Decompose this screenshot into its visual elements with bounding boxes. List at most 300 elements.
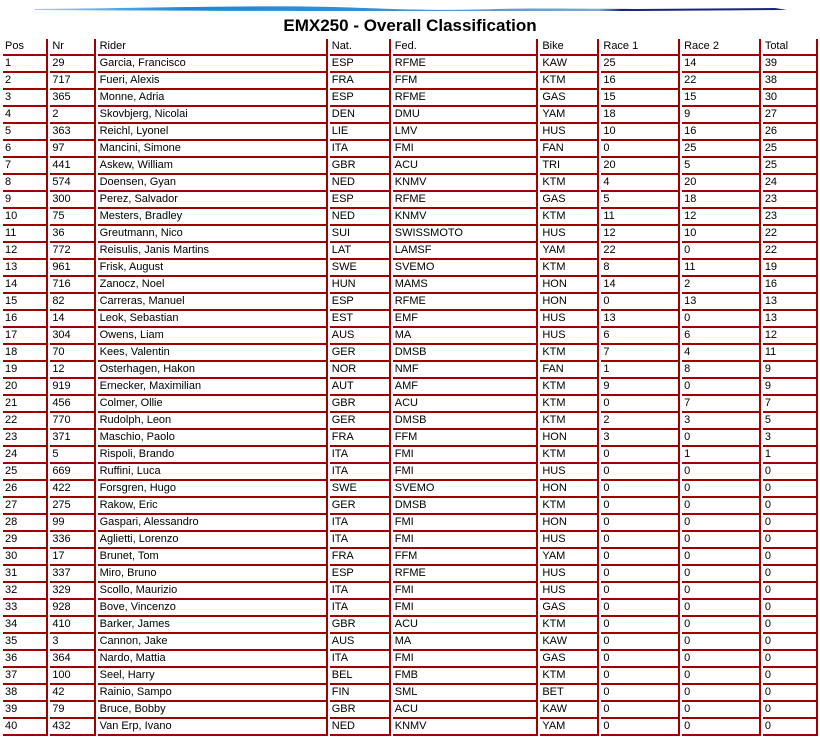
classification-table	[1, 39, 820, 736]
cell-pos: 27	[3, 498, 48, 515]
cell-pos: 29	[3, 532, 48, 549]
cell-fed: FMI	[393, 515, 539, 532]
cell-bike: HUS	[540, 583, 599, 600]
cell-rider: Zanocz, Noel	[98, 277, 328, 294]
cell-nat: ESP	[330, 566, 391, 583]
cell-race2: 12	[682, 209, 761, 226]
cell-race2: 0	[682, 311, 761, 328]
cell-pos: 34	[3, 617, 48, 634]
cell-nat: LAT	[330, 243, 391, 260]
cell-bike: HUS	[540, 328, 599, 345]
cell-total: 39	[763, 56, 818, 73]
cell-nr: 79	[50, 702, 95, 719]
cell-nr: 99	[50, 515, 95, 532]
cell-nat: DEN	[330, 107, 391, 124]
cell-nr: 772	[50, 243, 95, 260]
table-row	[3, 56, 818, 73]
cell-race2: 0	[682, 651, 761, 668]
cell-nr: 422	[50, 481, 95, 498]
cell-rider: Reichl, Lyonel	[98, 124, 328, 141]
cell-pos: 11	[3, 226, 48, 243]
cell-race2: 6	[682, 328, 761, 345]
cell-rider: Monne, Adria	[98, 90, 328, 107]
cell-rider: Brunet, Tom	[98, 549, 328, 566]
cell-pos: 25	[3, 464, 48, 481]
table-row	[3, 532, 818, 549]
cell-total: 9	[763, 362, 818, 379]
cell-race1: 5	[601, 192, 680, 209]
table-row	[3, 209, 818, 226]
cell-total: 1	[763, 447, 818, 464]
cell-pos: 22	[3, 413, 48, 430]
cell-race1: 0	[601, 617, 680, 634]
cell-total: 0	[763, 498, 818, 515]
cell-total: 12	[763, 328, 818, 345]
cell-race1: 0	[601, 515, 680, 532]
cell-race2: 0	[682, 379, 761, 396]
cell-rider: Van Erp, Ivano	[98, 719, 328, 736]
cell-rider: Rainio, Sampo	[98, 685, 328, 702]
cell-fed: FMI	[393, 447, 539, 464]
cell-nr: 363	[50, 124, 95, 141]
cell-race1: 0	[601, 702, 680, 719]
cell-fed: FMI	[393, 141, 539, 158]
cell-bike: BET	[540, 685, 599, 702]
table-row	[3, 192, 818, 209]
cell-total: 25	[763, 141, 818, 158]
cell-race1: 4	[601, 175, 680, 192]
cell-rider: Rispoli, Brando	[98, 447, 328, 464]
cell-nat: FRA	[330, 430, 391, 447]
cell-total: 0	[763, 549, 818, 566]
table-row	[3, 430, 818, 447]
cell-fed: FFM	[393, 549, 539, 566]
cell-total: 24	[763, 175, 818, 192]
table-row	[3, 260, 818, 277]
cell-rider: Doensen, Gyan	[98, 175, 328, 192]
cell-nat: LIE	[330, 124, 391, 141]
cell-pos: 1	[3, 56, 48, 73]
cell-race2: 0	[682, 532, 761, 549]
cell-pos: 13	[3, 260, 48, 277]
cell-total: 16	[763, 277, 818, 294]
cell-bike: KTM	[540, 396, 599, 413]
cell-pos: 38	[3, 685, 48, 702]
cell-rider: Reisulis, Janis Martins	[98, 243, 328, 260]
table-row	[3, 668, 818, 685]
cell-fed: ACU	[393, 702, 539, 719]
cell-nr: 365	[50, 90, 95, 107]
cell-pos: 36	[3, 651, 48, 668]
cell-bike: KTM	[540, 175, 599, 192]
cell-nr: 70	[50, 345, 95, 362]
table-row	[3, 685, 818, 702]
cell-total: 0	[763, 634, 818, 651]
cell-rider: Cannon, Jake	[98, 634, 328, 651]
cell-race2: 0	[682, 702, 761, 719]
cell-total: 19	[763, 260, 818, 277]
cell-rider: Nardo, Mattia	[98, 651, 328, 668]
cell-nr: 669	[50, 464, 95, 481]
cell-fed: DMU	[393, 107, 539, 124]
table-row	[3, 515, 818, 532]
cell-nr: 432	[50, 719, 95, 736]
cell-fed: KNMV	[393, 175, 539, 192]
cell-race2: 22	[682, 73, 761, 90]
cell-race2: 0	[682, 617, 761, 634]
cell-nat: NOR	[330, 362, 391, 379]
cell-rider: Kees, Valentin	[98, 345, 328, 362]
cell-race1: 0	[601, 141, 680, 158]
cell-bike: HUS	[540, 464, 599, 481]
cell-total: 0	[763, 719, 818, 736]
cell-total: 13	[763, 294, 818, 311]
cell-rider: Rudolph, Leon	[98, 413, 328, 430]
cell-race2: 13	[682, 294, 761, 311]
table-row	[3, 413, 818, 430]
table-row	[3, 124, 818, 141]
cell-nat: GER	[330, 345, 391, 362]
cell-nat: ITA	[330, 600, 391, 617]
cell-nr: 770	[50, 413, 95, 430]
cell-rider: Carreras, Manuel	[98, 294, 328, 311]
cell-race1: 0	[601, 719, 680, 736]
cell-total: 0	[763, 532, 818, 549]
cell-race1: 0	[601, 651, 680, 668]
cell-nat: NED	[330, 209, 391, 226]
cell-bike: KTM	[540, 260, 599, 277]
cell-bike: KTM	[540, 447, 599, 464]
cell-race1: 1	[601, 362, 680, 379]
cell-race1: 0	[601, 294, 680, 311]
cell-rider: Mesters, Bradley	[98, 209, 328, 226]
cell-race2: 9	[682, 107, 761, 124]
page-title: EMX250 - Overall Classification	[283, 16, 537, 35]
table-row	[3, 566, 818, 583]
cell-race1: 16	[601, 73, 680, 90]
cell-nat: ITA	[330, 515, 391, 532]
cell-bike: HON	[540, 515, 599, 532]
cell-nat: ESP	[330, 90, 391, 107]
table-row	[3, 294, 818, 311]
table-row	[3, 651, 818, 668]
cell-rider: Perez, Salvador	[98, 192, 328, 209]
cell-rider: Owens, Liam	[98, 328, 328, 345]
table-row	[3, 311, 818, 328]
cell-race1: 0	[601, 447, 680, 464]
cell-fed: MA	[393, 634, 539, 651]
cell-race2: 14	[682, 56, 761, 73]
cell-total: 0	[763, 583, 818, 600]
cell-fed: ACU	[393, 617, 539, 634]
cell-nr: 14	[50, 311, 95, 328]
table-row	[3, 634, 818, 651]
table-row	[3, 617, 818, 634]
cell-nat: NED	[330, 175, 391, 192]
cell-fed: KNMV	[393, 209, 539, 226]
cell-rider: Aglietti, Lorenzo	[98, 532, 328, 549]
cell-rider: Maschio, Paolo	[98, 430, 328, 447]
table-row	[3, 583, 818, 600]
cell-nr: 12	[50, 362, 95, 379]
cell-race1: 12	[601, 226, 680, 243]
cell-race2: 16	[682, 124, 761, 141]
cell-total: 22	[763, 243, 818, 260]
cell-race2: 0	[682, 668, 761, 685]
cell-nat: ITA	[330, 651, 391, 668]
cell-bike: KTM	[540, 668, 599, 685]
cell-nat: GBR	[330, 617, 391, 634]
cell-race1: 20	[601, 158, 680, 175]
cell-nr: 97	[50, 141, 95, 158]
cell-race2: 18	[682, 192, 761, 209]
cell-total: 23	[763, 209, 818, 226]
cell-race2: 7	[682, 396, 761, 413]
cell-pos: 23	[3, 430, 48, 447]
cell-total: 0	[763, 481, 818, 498]
cell-total: 0	[763, 464, 818, 481]
cell-rider: Rakow, Eric	[98, 498, 328, 515]
cell-bike: FAN	[540, 141, 599, 158]
cell-nat: ITA	[330, 464, 391, 481]
cell-nat: ESP	[330, 294, 391, 311]
cell-total: 26	[763, 124, 818, 141]
cell-bike: GAS	[540, 192, 599, 209]
table-row	[3, 141, 818, 158]
cell-pos: 6	[3, 141, 48, 158]
cell-pos: 39	[3, 702, 48, 719]
cell-nat: NED	[330, 719, 391, 736]
cell-nat: GER	[330, 413, 391, 430]
cell-pos: 12	[3, 243, 48, 260]
cell-total: 0	[763, 566, 818, 583]
cell-rider: Leok, Sebastian	[98, 311, 328, 328]
cell-bike: TRI	[540, 158, 599, 175]
column-header-pos: Pos	[3, 39, 48, 56]
cell-bike: HON	[540, 481, 599, 498]
cell-nr: 371	[50, 430, 95, 447]
cell-total: 27	[763, 107, 818, 124]
cell-nat: GBR	[330, 396, 391, 413]
cell-nr: 2	[50, 107, 95, 124]
cell-fed: RFME	[393, 90, 539, 107]
cell-total: 7	[763, 396, 818, 413]
table-row	[3, 226, 818, 243]
cell-rider: Gaspari, Alessandro	[98, 515, 328, 532]
cell-nr: 42	[50, 685, 95, 702]
table-row	[3, 158, 818, 175]
cell-pos: 40	[3, 719, 48, 736]
cell-race1: 11	[601, 209, 680, 226]
cell-fed: DMSB	[393, 345, 539, 362]
cell-total: 38	[763, 73, 818, 90]
cell-nat: HUN	[330, 277, 391, 294]
cell-rider: Seel, Harry	[98, 668, 328, 685]
cell-bike: KAW	[540, 56, 599, 73]
cell-race2: 0	[682, 515, 761, 532]
cell-nr: 17	[50, 549, 95, 566]
table-row	[3, 549, 818, 566]
cell-rider: Garcia, Francisco	[98, 56, 328, 73]
cell-nat: AUS	[330, 328, 391, 345]
cell-fed: ACU	[393, 396, 539, 413]
cell-pos: 21	[3, 396, 48, 413]
cell-fed: MAMS	[393, 277, 539, 294]
cell-total: 3	[763, 430, 818, 447]
cell-nr: 574	[50, 175, 95, 192]
cell-race1: 0	[601, 481, 680, 498]
cell-race2: 15	[682, 90, 761, 107]
cell-bike: KTM	[540, 379, 599, 396]
cell-race1: 2	[601, 413, 680, 430]
cell-pos: 2	[3, 73, 48, 90]
cell-bike: YAM	[540, 243, 599, 260]
cell-fed: EMF	[393, 311, 539, 328]
cell-pos: 18	[3, 345, 48, 362]
cell-nat: EST	[330, 311, 391, 328]
cell-nr: 3	[50, 634, 95, 651]
cell-bike: KTM	[540, 345, 599, 362]
table-row	[3, 396, 818, 413]
cell-total: 11	[763, 345, 818, 362]
cell-race2: 10	[682, 226, 761, 243]
cell-total: 30	[763, 90, 818, 107]
cell-total: 0	[763, 515, 818, 532]
cell-race1: 3	[601, 430, 680, 447]
cell-bike: YAM	[540, 107, 599, 124]
table-row	[3, 277, 818, 294]
table-row	[3, 243, 818, 260]
table-row	[3, 702, 818, 719]
cell-nr: 329	[50, 583, 95, 600]
cell-nat: ITA	[330, 532, 391, 549]
cell-nat: ITA	[330, 583, 391, 600]
cell-rider: Osterhagen, Hakon	[98, 362, 328, 379]
cell-pos: 15	[3, 294, 48, 311]
table-row	[3, 90, 818, 107]
table-body	[3, 56, 818, 736]
cell-race1: 0	[601, 583, 680, 600]
cell-fed: FMI	[393, 532, 539, 549]
cell-race2: 0	[682, 634, 761, 651]
cell-pos: 24	[3, 447, 48, 464]
cell-race2: 0	[682, 481, 761, 498]
cell-rider: Ruffini, Luca	[98, 464, 328, 481]
cell-fed: KNMV	[393, 719, 539, 736]
cell-nr: 717	[50, 73, 95, 90]
cell-rider: Greutmann, Nico	[98, 226, 328, 243]
cell-fed: FMI	[393, 464, 539, 481]
cell-nr: 304	[50, 328, 95, 345]
brush-stroke-divider	[35, 5, 787, 13]
cell-pos: 30	[3, 549, 48, 566]
cell-fed: DMSB	[393, 413, 539, 430]
cell-bike: KTM	[540, 209, 599, 226]
cell-rider: Forsgren, Hugo	[98, 481, 328, 498]
cell-race2: 8	[682, 362, 761, 379]
cell-race1: 0	[601, 549, 680, 566]
cell-rider: Miro, Bruno	[98, 566, 328, 583]
cell-race2: 0	[682, 243, 761, 260]
cell-race1: 10	[601, 124, 680, 141]
cell-pos: 37	[3, 668, 48, 685]
table-row	[3, 328, 818, 345]
cell-race2: 20	[682, 175, 761, 192]
cell-nr: 336	[50, 532, 95, 549]
cell-race2: 5	[682, 158, 761, 175]
cell-race1: 0	[601, 464, 680, 481]
cell-race2: 2	[682, 277, 761, 294]
cell-total: 22	[763, 226, 818, 243]
cell-fed: FMI	[393, 583, 539, 600]
cell-pos: 7	[3, 158, 48, 175]
cell-fed: SML	[393, 685, 539, 702]
cell-race2: 0	[682, 464, 761, 481]
cell-nat: ITA	[330, 141, 391, 158]
cell-total: 25	[763, 158, 818, 175]
cell-rider: Bove, Vincenzo	[98, 600, 328, 617]
cell-nr: 36	[50, 226, 95, 243]
cell-nat: AUS	[330, 634, 391, 651]
column-header-total: Total	[763, 39, 818, 56]
table-row	[3, 73, 818, 90]
cell-nat: BEL	[330, 668, 391, 685]
table-row	[3, 447, 818, 464]
cell-fed: FFM	[393, 73, 539, 90]
cell-race2: 11	[682, 260, 761, 277]
cell-fed: FMB	[393, 668, 539, 685]
cell-race2: 0	[682, 583, 761, 600]
cell-pos: 5	[3, 124, 48, 141]
table-row	[3, 362, 818, 379]
cell-fed: AMF	[393, 379, 539, 396]
cell-fed: DMSB	[393, 498, 539, 515]
table-row	[3, 481, 818, 498]
cell-bike: FAN	[540, 362, 599, 379]
cell-total: 9	[763, 379, 818, 396]
cell-nr: 961	[50, 260, 95, 277]
cell-fed: FMI	[393, 651, 539, 668]
cell-total: 0	[763, 651, 818, 668]
column-header-bike: Bike	[540, 39, 599, 56]
cell-bike: YAM	[540, 549, 599, 566]
cell-fed: ACU	[393, 158, 539, 175]
cell-rider: Barker, James	[98, 617, 328, 634]
column-header-rider: Rider	[98, 39, 328, 56]
cell-rider: Askew, William	[98, 158, 328, 175]
cell-race1: 0	[601, 566, 680, 583]
cell-fed: LAMSF	[393, 243, 539, 260]
cell-bike: HUS	[540, 226, 599, 243]
cell-nr: 716	[50, 277, 95, 294]
cell-nat: SWE	[330, 481, 391, 498]
cell-nr: 275	[50, 498, 95, 515]
cell-pos: 20	[3, 379, 48, 396]
cell-nat: FIN	[330, 685, 391, 702]
table-row	[3, 600, 818, 617]
cell-bike: KAW	[540, 702, 599, 719]
cell-nat: SWE	[330, 260, 391, 277]
cell-nat: GBR	[330, 702, 391, 719]
table-row	[3, 464, 818, 481]
cell-nat: SUI	[330, 226, 391, 243]
cell-race1: 0	[601, 634, 680, 651]
cell-race1: 0	[601, 685, 680, 702]
cell-pos: 4	[3, 107, 48, 124]
cell-bike: GAS	[540, 90, 599, 107]
cell-rider: Bruce, Bobby	[98, 702, 328, 719]
cell-nat: ESP	[330, 56, 391, 73]
